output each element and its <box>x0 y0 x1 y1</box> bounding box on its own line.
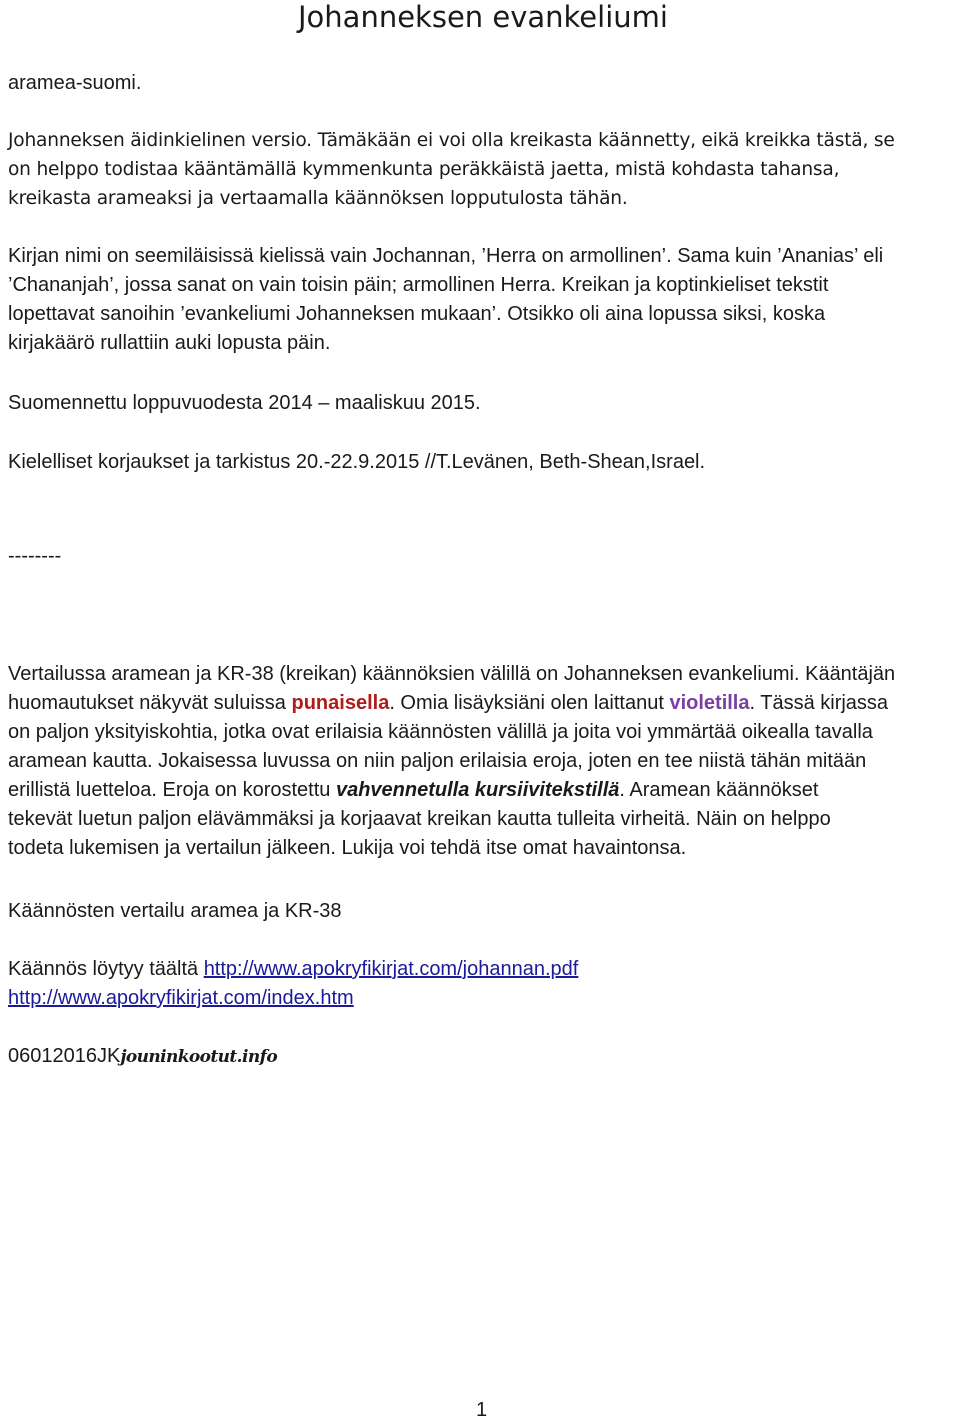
comparison-line-2-mid: . Omia lisäyksiäni olen laittanut <box>389 692 670 714</box>
link-index-htm[interactable]: http://www.apokryfikirjat.com/index.htm <box>8 987 354 1009</box>
comparison-line-1: Vertailussa aramean ja KR-38 (kreikan) käännöksien välillä on Johanneksen evankeliumi. Kääntäjän <box>8 663 896 685</box>
name-line-4: kirjakäärö rullattiin auki lopusta päin. <box>8 332 331 354</box>
comparison-line-2-pre: huomautukset näkyvät suluissa <box>8 692 292 714</box>
comparison-line-5 <box>8 775 818 805</box>
violet-word: violetilla <box>669 692 750 714</box>
emphasis-text: vahvennetulla kursiivitekstillä <box>335 779 620 801</box>
translated-note: Suomennettu loppuvuodesta 2014 – maaliskuu 2015. <box>8 392 481 414</box>
intro-line-3: kreikasta arameaksi ja vertaamalla käännöksen lopputulosta tähän. <box>8 188 628 209</box>
found-label: Käännös löytyy täältä <box>8 958 204 980</box>
intro-line-2: on helppo todistaa kääntämällä kymmenkunta peräkkäistä jaetta, mistä kohdasta tahansa, <box>8 159 840 180</box>
footer-site: jouninkootut.info <box>120 1047 278 1067</box>
comparison-line-5-pre: erillistä luetteloa. Eroja on korostettu <box>8 779 336 801</box>
link-johannan-pdf[interactable]: http://www.apokryfikirjat.com/johannan.pdf <box>203 958 579 980</box>
separator: -------- <box>8 545 62 567</box>
comparison-line-2 <box>8 688 888 718</box>
footer-code: 06012016JK <box>8 1045 121 1067</box>
corrections-note: Kielelliset korjaukset ja tarkistus 20.-22.9.2015 //T.Levänen, Beth-Shean,Israel. <box>8 451 706 473</box>
comparison-line-5-post: . Aramean käännökset <box>619 779 819 801</box>
page-number: 1 <box>476 1399 488 1421</box>
comparison-line-2-post: . Tässä kirjassa <box>749 692 889 714</box>
document-title: Johanneksen evankeliumi <box>298 0 668 34</box>
intro-line-1: Johanneksen äidinkielinen versio. Tämäkään ei voi olla kreikasta käännetty, eikä kreikka tästä, se <box>8 130 895 151</box>
comparison-line-7: todeta lukemisen ja vertailun jälkeen. Lukija voi tehdä itse omat havaintonsa. <box>8 837 687 859</box>
name-line-1: Kirjan nimi on seemiläisissä kielissä vain Jochannan, ’Herra on armollinen’. Sama kuin ’Ananias’ eli <box>8 245 884 267</box>
subtitle: aramea-suomi. <box>8 72 142 94</box>
comparison-line-3: on paljon yksityiskohtia, jotka ovat erilaisia käännösten välillä ja joita voi ymmärtää oikealla tavalla <box>8 721 873 743</box>
name-line-3: lopettavat sanoihin ’evankeliumi Johanneksen mukaan’. Otsikko oli aina lopussa siksi, koska <box>8 303 826 325</box>
comparison-line-4: aramean kautta. Jokaisessa luvussa on niin paljon erilaisia eroja, joten en tee niistä tähän mitään <box>8 750 867 772</box>
compare-heading: Käännösten vertailu aramea ja KR-38 <box>8 900 342 922</box>
footer-signature <box>8 1041 277 1072</box>
name-line-2: ’Chananjah’, jossa sanat on vain toisin päin; armollinen Herra. Kreikan ja koptinkieliset tekstit <box>8 274 829 296</box>
found-line <box>8 954 578 984</box>
red-word: punaisella <box>291 692 390 714</box>
comparison-line-6: tekevät luetun paljon elävämmäksi ja korjaavat kreikan kautta tulleita virheitä. Näin on helppo <box>8 808 831 830</box>
link-line-2 <box>8 983 354 1013</box>
